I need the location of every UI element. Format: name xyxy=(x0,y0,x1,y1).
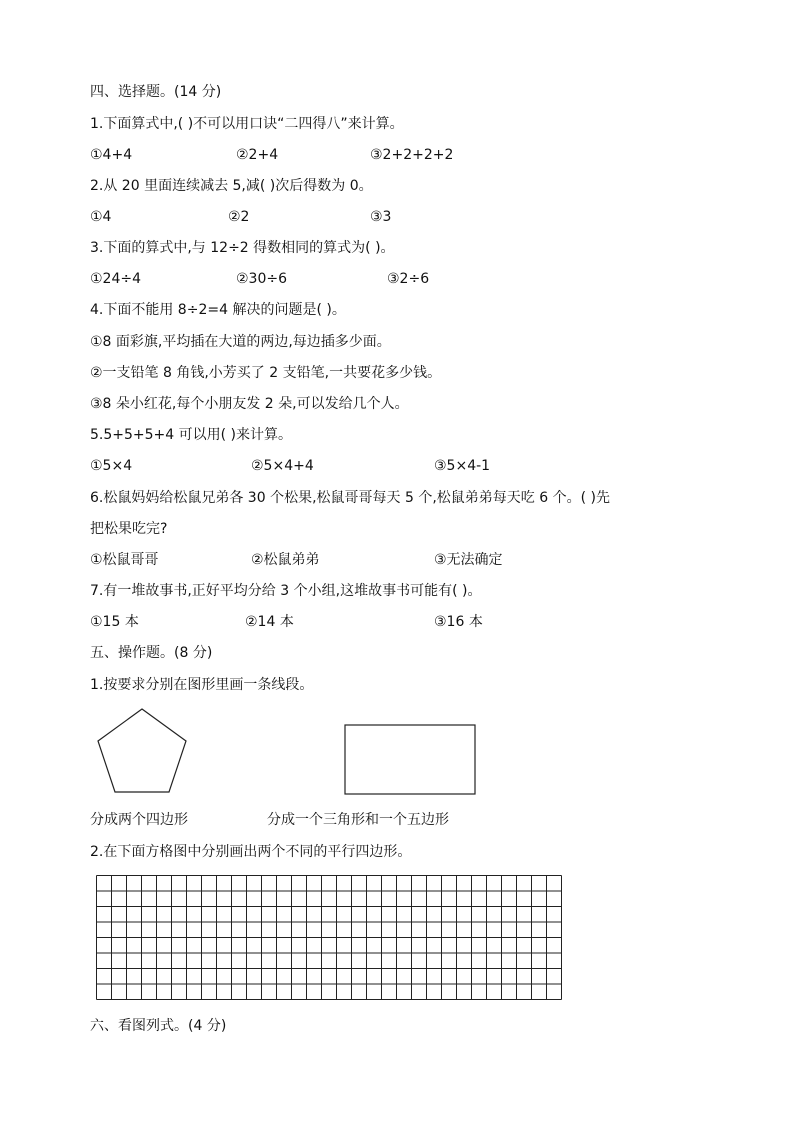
q7-option-2: ②14 本 xyxy=(245,614,294,630)
q7-option-1: ①15 本 xyxy=(90,614,139,630)
q2-option-1: ①4 xyxy=(90,209,112,225)
pentagon xyxy=(98,709,186,792)
section5-q2: 2.在下面方格图中分别画出两个不同的平行四边形。 xyxy=(90,844,412,860)
q3-option-1: ①24÷4 xyxy=(90,271,142,287)
square-grid xyxy=(96,875,562,1001)
q6-option-2: ②松鼠弟弟 xyxy=(251,552,320,568)
q6-option-1: ①松鼠哥哥 xyxy=(90,552,159,568)
q3-option-2: ②30÷6 xyxy=(236,271,288,287)
q1-option-1: ①4+4 xyxy=(90,147,133,163)
question-4: 4.下面不能用 8÷2=4 解决的问题是( )。 xyxy=(90,302,346,318)
q5-option-2: ②5×4+4 xyxy=(251,458,314,474)
q5-option-1: ①5×4 xyxy=(90,458,133,474)
pentagon-figure xyxy=(94,706,190,796)
section5-title: 五、操作题。(8 分) xyxy=(90,645,213,661)
q4-option-2: ②一支铅笔 8 角钱,小芳买了 2 支铅笔,一共要花多少钱。 xyxy=(90,365,442,381)
question-6-continued: 把松果吃完? xyxy=(90,521,168,537)
question-2: 2.从 20 里面连续减去 5,减( )次后得数为 0。 xyxy=(90,178,373,194)
pentagon-caption: 分成两个四边形 xyxy=(90,812,188,828)
question-3: 3.下面的算式中,与 12÷2 得数相同的算式为( )。 xyxy=(90,240,395,256)
rectangle xyxy=(345,725,475,794)
q1-option-3: ③2+2+2+2 xyxy=(370,147,454,163)
section-title: 四、选择题。(14 分) xyxy=(90,84,222,100)
q3-option-3: ③2÷6 xyxy=(387,271,430,287)
question-5: 5.5+5+5+4 可以用( )来计算。 xyxy=(90,427,293,443)
q6-option-3: ③无法确定 xyxy=(434,552,503,568)
rectangle-figure xyxy=(344,724,477,796)
q4-option-3: ③8 朵小红花,每个小朋友发 2 朵,可以发给几个人。 xyxy=(90,396,409,412)
q5-option-3: ③5×4-1 xyxy=(434,458,491,474)
q4-option-1: ①8 面彩旗,平均插在大道的两边,每边插多少面。 xyxy=(90,334,391,350)
question-1: 1.下面算式中,( )不可以用口诀“二四得八”来计算。 xyxy=(90,116,404,132)
question-7: 7.有一堆故事书,正好平均分给 3 个小组,这堆故事书可能有( )。 xyxy=(90,583,482,599)
section6-title: 六、看图列式。(4 分) xyxy=(90,1018,227,1034)
section5-q1: 1.按要求分别在图形里画一条线段。 xyxy=(90,677,314,693)
q2-option-3: ③3 xyxy=(370,209,392,225)
q1-option-2: ②2+4 xyxy=(236,147,279,163)
q2-option-2: ②2 xyxy=(228,209,250,225)
q7-option-3: ③16 本 xyxy=(434,614,483,630)
question-6: 6.松鼠妈妈给松鼠兄弟各 30 个松果,松鼠哥哥每天 5 个,松鼠弟弟每天吃 6 个。( )先 xyxy=(90,490,610,506)
rectangle-caption: 分成一个三角形和一个五边形 xyxy=(267,812,449,828)
